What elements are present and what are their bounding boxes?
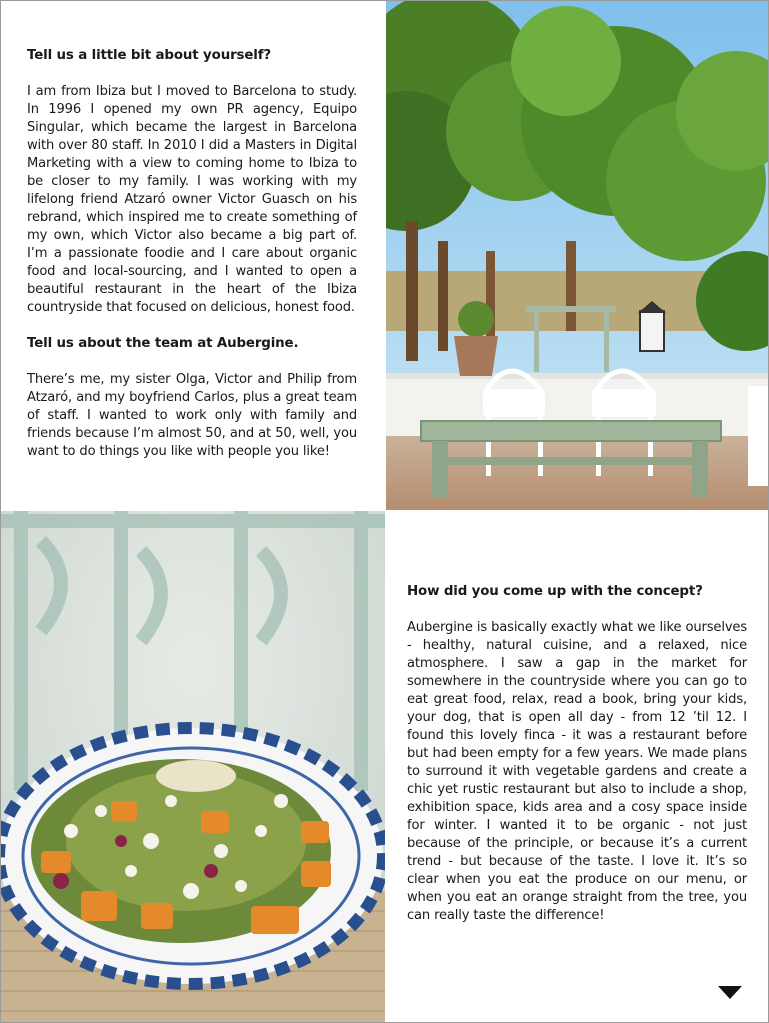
- heading-about-yourself: Tell us a little bit about yourself?: [27, 48, 272, 63]
- heading-team: Tell us about the team at Aubergine.: [27, 336, 299, 351]
- garden-photo: [386, 1, 768, 510]
- salad-photo: [1, 511, 385, 1022]
- paragraph-about-yourself: I am from Ibiza but I moved to Barcelona to study. In 1996 I opened my own PR agency, Equipo Singular, which became the largest in Barcelona with over 80 staff. In 2010 I did a Masters in Digital Marketing with a view to coming home to Ibiza to be closer to my family. I was working with my lifelong friend Atzaró owner Victor Guasch on his rebrand, which inspired me to create something of my own, which Victor also became a big part of. I’m a passionate foodie and I care about organic food and local-sourcing, and I wanted to open a beautiful restaurant in the heart of the Ibiza countryside that focused on delicious, honest food.: [27, 84, 357, 315]
- intro-text-block: [27, 47, 357, 461]
- concept-text-block: [407, 583, 747, 925]
- paragraph-team: There’s me, my sister Olga, Victor and Philip from Atzaró, and my boyfriend Carlos, plus a great team of staff. I wanted to work only with family and friends because I’m almost 50, and at 50, well, you want to do things you like with people you like!: [27, 372, 357, 459]
- triangle-down-icon[interactable]: [718, 986, 742, 999]
- heading-concept: How did you come up with the concept?: [407, 584, 703, 599]
- paragraph-concept: Aubergine is basically exactly what we like ourselves - healthy, natural cuisine, and a relaxed, nice atmosphere. I saw a gap in the market for somewhere in the countryside where you can go to eat great food, relax, read a book, bring your kids, your dog, that is open all day - from 12 ’til 12. I found this lovely finca - it was a restaurant before but had been empty for a few years. We made plans to surround it with vegetable gardens and create a chic yet rustic restaurant but also to include a shop, exhibition space, kids area and a cosy space inside for winter. I wanted it to be organic - not just because of the principle, or because it’s a current trend - but because of the taste. I love it. It’s so clear when you eat the produce on our menu, or when you eat an orange straight from the tree, you can really taste the difference!: [407, 620, 747, 923]
